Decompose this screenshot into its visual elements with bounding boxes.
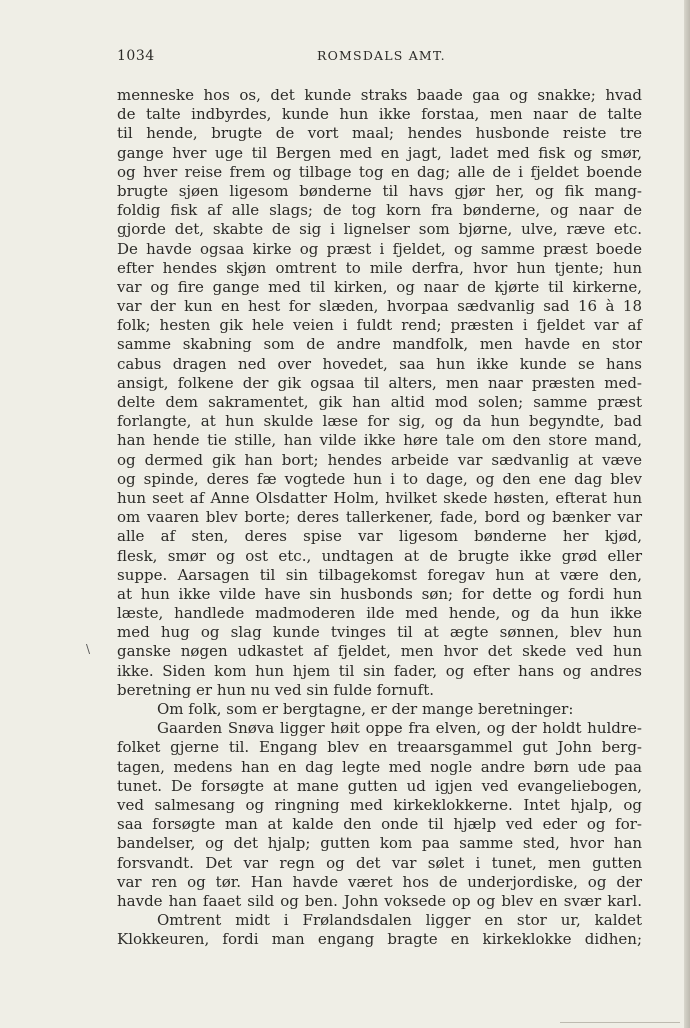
text-line: og hver reise frem og tilbage tog en dag; alle de i fjeldet boende xyxy=(117,162,642,181)
text-line: brugte sjøen ligesom bønderne til havs gjør her, og fik mang- xyxy=(117,181,642,200)
page-header xyxy=(117,48,642,68)
margin-mark: \ xyxy=(86,642,91,656)
text-line: samme skabning som de andre mandfolk, men havde en stor xyxy=(117,335,642,354)
text-line: og dermed gik han bort; hendes arbeide var sædvanlig at væve xyxy=(117,450,642,469)
text-line: var ren og tør. Han havde været hos de underjordiske, og der xyxy=(117,872,642,891)
text-line: tagen, medens han en dag legte med nogle andre børn ude paa xyxy=(117,757,642,776)
text-line: foldig fisk af alle slags; de tog korn fra bønderne, og naar de xyxy=(117,201,642,220)
text-line: efter hendes skjøn omtrent to mile derfra, hvor hun tjente; hun xyxy=(117,258,642,277)
text-line: ganske nøgen udkastet af fjeldet, men hvor det skede ved hun xyxy=(117,642,642,661)
text-line: suppe. Aarsagen til sin tilbagekomst foregav hun at være den, xyxy=(117,565,642,584)
text-line: cabus dragen ned over hovedet, saa hun ikke kunde se hans xyxy=(117,354,642,373)
text-line: til hende, brugte de vort maal; hendes husbonde reiste tre xyxy=(117,124,642,143)
page-number: 1034 xyxy=(117,48,155,64)
text-line: med hug og slag kunde tvinges til at ægte sønnen, blev hun xyxy=(117,623,642,642)
text-line: og spinde, deres fæ vogtede hun i to dage, og den ene dag blev xyxy=(117,469,642,488)
text-line: beretning er hun nu ved sin fulde fornuft. xyxy=(117,680,435,699)
text-line: gange hver uge til Bergen med en jagt, ladet med fisk og smør, xyxy=(117,143,642,162)
text-line: Omtrent midt i Frølandsdalen ligger en stor ur, kaldet xyxy=(157,911,642,930)
text-line: forlangte, at hun skulde læse for sig, og da hun begyndte, bad xyxy=(117,412,642,431)
text-line: alle af sten, deres spise var ligesom bønderne her kjød, xyxy=(117,527,642,546)
page-edge xyxy=(684,0,690,1028)
text-line: hun seet af Anne Olsdatter Holm, hvilket skede høsten, efterat hun xyxy=(117,488,642,507)
text-line: havde han faaet sild og ben. John voksede op og blev en svær karl. xyxy=(117,891,642,910)
text-line: bandelser, og det hjalp; gutten kom paa samme sted, hvor han xyxy=(117,834,642,853)
text-line: delte dem sakramentet, gik han altid mod solen; samme præst xyxy=(117,393,642,411)
text-line: om vaaren blev borte; deres tallerkener, fade, bord og bænker var xyxy=(117,508,642,527)
text-line: ikke. Siden kom hun hjem til sin fader, og efter hans og andres xyxy=(117,661,642,680)
text-line: De havde ogsaa kirke og præst i fjeldet, og samme præst boede xyxy=(117,239,642,258)
body-text xyxy=(117,86,642,949)
text-line: ansigt, folkene der gik ogsaa til alters, men naar præsten med- xyxy=(117,373,642,392)
text-line: var og fire gange med til kirken, og naar de kjørte til kirkerne, xyxy=(117,277,642,296)
footer-rule xyxy=(560,1022,680,1023)
text-line: flesk, smør og ost etc., undtagen at de brugte ikke grød eller xyxy=(117,546,642,565)
text-line: læste, handlede madmoderen ilde med hende, og da hun ikke xyxy=(117,604,642,623)
text-line: han hende tie stille, han vilde ikke høre tale om den store mand, xyxy=(117,431,642,450)
text-line: saa forsøgte man at kalde den onde til hjælp ved eder og for- xyxy=(117,815,642,834)
text-line: forsvandt. Det var regn og det var sølet i tunet, men gutten xyxy=(117,853,642,872)
text-line: folket gjerne til. Engang blev en treaarsgammel gut John berg- xyxy=(117,738,642,757)
running-head: ROMSDALS AMT. xyxy=(317,48,446,63)
text-line: ved salmesang og ringning med kirkeklokkerne. Intet hjalp, og xyxy=(117,795,642,814)
text-line: Gaarden Snøva ligger høit oppe fra elven, og der holdt huldre- xyxy=(157,719,642,738)
text-line: Klokkeuren, fordi man engang bragte en kirkeklokke didhen; xyxy=(117,930,642,949)
text-line: at hun ikke vilde have sin husbonds søn; for dette og fordi hun xyxy=(117,584,642,603)
text-line: folk; hesten gik hele veien i fuldt rend; præsten i fjeldet var af xyxy=(117,316,642,335)
text-line: de talte indbyrdes, kunde hun ikke forstaa, men naar de talte xyxy=(117,105,642,124)
text-line: gjorde det, skabte de sig i lignelser som bjørne, ulve, ræve etc. xyxy=(117,220,642,239)
text-line: Om folk, som er bergtagne, er der mange beretninger: xyxy=(157,700,574,718)
text-line: tunet. De forsøgte at mane gutten ud igjen ved evangeliebogen, xyxy=(117,776,642,795)
text-line: menneske hos os, det kunde straks baade gaa og snakke; hvad xyxy=(117,86,642,104)
text-line: var der kun en hest for slæden, hvorpaa sædvanlig sad 16 à 18 xyxy=(117,297,642,316)
